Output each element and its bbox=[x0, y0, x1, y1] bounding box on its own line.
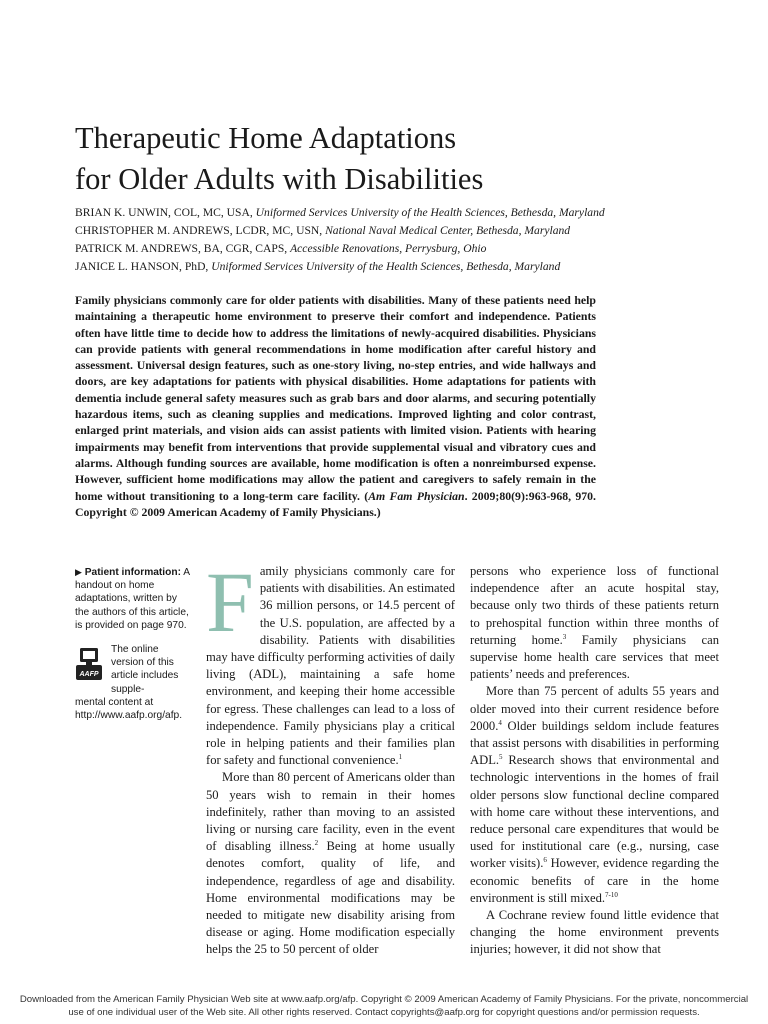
reference-number: 2 bbox=[314, 839, 319, 848]
reference-number: 7-10 bbox=[605, 890, 618, 899]
online-text-b: mental content at http://www.aafp.org/afp. bbox=[75, 696, 183, 722]
author-line bbox=[75, 258, 735, 276]
body-paragraph bbox=[470, 683, 719, 907]
paragraph-text: More than 75 percent of adults 55 years and older moved into their current residence before 2000. bbox=[470, 684, 719, 733]
author-name: CHRISTOPHER M. ANDREWS, LCDR, MC, USN, bbox=[75, 224, 326, 237]
patient-info-text: A handout on home adaptations, written by the authors of this article, is provided on page 970. bbox=[75, 567, 190, 631]
author-list bbox=[75, 204, 735, 276]
author-name: JANICE L. HANSON, PhD, bbox=[75, 260, 212, 273]
drop-cap: F bbox=[206, 554, 254, 650]
reference-number: 4 bbox=[498, 718, 502, 727]
paragraph-text: Being at home usually denotes comfort, quality of life, and independence, regardless of age and disability. Home environmental modifications may be needed to mitigate new disability arising from disease or aging. Home modification especially helps the 25 to 50 percent of older bbox=[206, 839, 455, 957]
online-text-a: The online version of this article includes supple- bbox=[111, 644, 179, 695]
abstract-text: Family physicians commonly care for older patients with disabilities. Many of these patients need help maintaining a therapeutic home environment to preserve their comfort and independence. Patients often have little time to decide how to address the limitations of newly-acquired disabilities. Physicians can provide patients with general recommendations in home modification after careful history and assessment. Universal design features, such as one-story living, no-step entries, and wide hallways and doors, are key adaptations for patients with physical disabilities. Home adaptations for patients with dementia include general safety measures such as grab bars and door alarms, and securing potentially hazardous items, such as cleaning supplies and medications. Improved lighting and color contrast, enlarged print materials, and vision aids can assist patients with limited vision. Patients with hearing impairments may benefit from interventions that provide supplemental visual and vibratory cues and alarms. Although funding sources are available, home modification is often a nonreimbursed expense. However, sufficient home modifications may allow the patient and caregivers to safely remain in the home without transitioning to a long-term care facility. ( bbox=[75, 293, 596, 503]
abstract-journal: Am Fam Physician bbox=[368, 488, 465, 503]
author-name: PATRICK M. ANDREWS, BA, CGR, CAPS, bbox=[75, 242, 291, 255]
abstract bbox=[75, 292, 596, 520]
author-affiliation: Accessible Renovations, Perrysburg, Ohio bbox=[290, 242, 487, 255]
online-content-note bbox=[75, 643, 193, 722]
body-column-1 bbox=[206, 554, 455, 959]
title-line-1: Therapeutic Home Adaptations bbox=[75, 121, 457, 155]
paragraph-text: amily physicians commonly care for patients with disabilities. An estimated 36 million persons, or 14.5 percent of the U.S. population, are affected by a disability. Patients with disabilities may have difficulty performing activities of daily living (ADL), maintaining a safe home environment, and keeping their home accessible for egress. These challenges can lead to a loss of independence. Family physicians play a critical role in helping patients and their families plan for safety and functional convenience. bbox=[206, 564, 455, 768]
body-paragraph bbox=[470, 563, 719, 683]
patient-info-heading: Patient information: bbox=[84, 567, 181, 578]
body-paragraph bbox=[206, 769, 455, 958]
author-affiliation: Uniformed Services University of the Health Sciences, Bethesda, Maryland bbox=[255, 206, 605, 219]
paragraph-text: More than 80 percent of Americans older than 50 years wish to remain in their homes indefinitely, rather than moving to an assisted living or nursing care facility, even in the event of disabling illness. bbox=[206, 770, 455, 854]
footer-line-1: Downloaded from the American Family Physician Web site at www.aafp.org/afp. Copyright © 2009 American Academy of Family Physicians. For the private, noncommercial bbox=[19, 994, 749, 1005]
aafp-icon-label: AAFP bbox=[79, 671, 99, 679]
paragraph-text: persons who experience loss of functional independence after an acute hospital stay, because only two thirds of these patients return to prehospital function within three months of returning home. bbox=[470, 564, 719, 647]
paragraph-text: Older buildings seldom include features that assist persons with disabilities in performing ADL. bbox=[470, 718, 719, 768]
title-line-2: for Older Adults with Disabilities bbox=[75, 162, 484, 196]
reference-number: 6 bbox=[543, 856, 547, 865]
paragraph-text: A Cochrane review found little evidence that changing the home environment prevents injuries; however, it did not show that bbox=[470, 908, 719, 957]
triangle-right-icon: ▶ bbox=[75, 567, 82, 577]
reference-number: 3 bbox=[562, 632, 567, 641]
author-affiliation: Uniformed Services University of the Health Sciences, Bethesda, Maryland bbox=[211, 260, 561, 273]
author-name: BRIAN K. UNWIN, COL, MC, USA, bbox=[75, 206, 256, 219]
footer-line-2: use of one individual user of the Web site. All other rights reserved. Contact copyrights@aafp.org for copyright questions and/or permission requests. bbox=[68, 1007, 700, 1018]
body-column-2 bbox=[470, 563, 719, 959]
author-line bbox=[75, 222, 735, 240]
body-paragraph bbox=[206, 554, 455, 769]
paragraph-text: Research shows that environmental and technologic interventions in the homes of frail older persons slow functional decline compared with home care without these interventions, and reduce personal care expenditures that would be used for institutional care (e.g., nursing, case worker visits). bbox=[470, 753, 719, 871]
copyright-footer bbox=[10, 993, 758, 1019]
reference-number: 1 bbox=[398, 753, 403, 762]
author-affiliation: National Naval Medical Center, Bethesda, Maryland bbox=[325, 224, 571, 237]
reference-number: 5 bbox=[499, 753, 503, 762]
author-line bbox=[75, 240, 735, 258]
sidebar bbox=[75, 566, 193, 722]
author-line bbox=[75, 204, 735, 222]
article-title bbox=[75, 118, 715, 200]
patient-info-note bbox=[75, 566, 193, 632]
paragraph-text: However, evidence regarding the economic benefits of care in the home environment is still mixed. bbox=[470, 856, 719, 905]
paragraph-text: Family physicians can supervise home health care services that meet patients’ needs and preferences. bbox=[470, 632, 719, 682]
abstract-citation: . 2009;80(9):963-968, 970. Copyright © 2009 American Academy of Family Physicians.) bbox=[75, 488, 597, 519]
aafp-computer-icon bbox=[75, 647, 103, 681]
body-paragraph bbox=[470, 907, 719, 959]
